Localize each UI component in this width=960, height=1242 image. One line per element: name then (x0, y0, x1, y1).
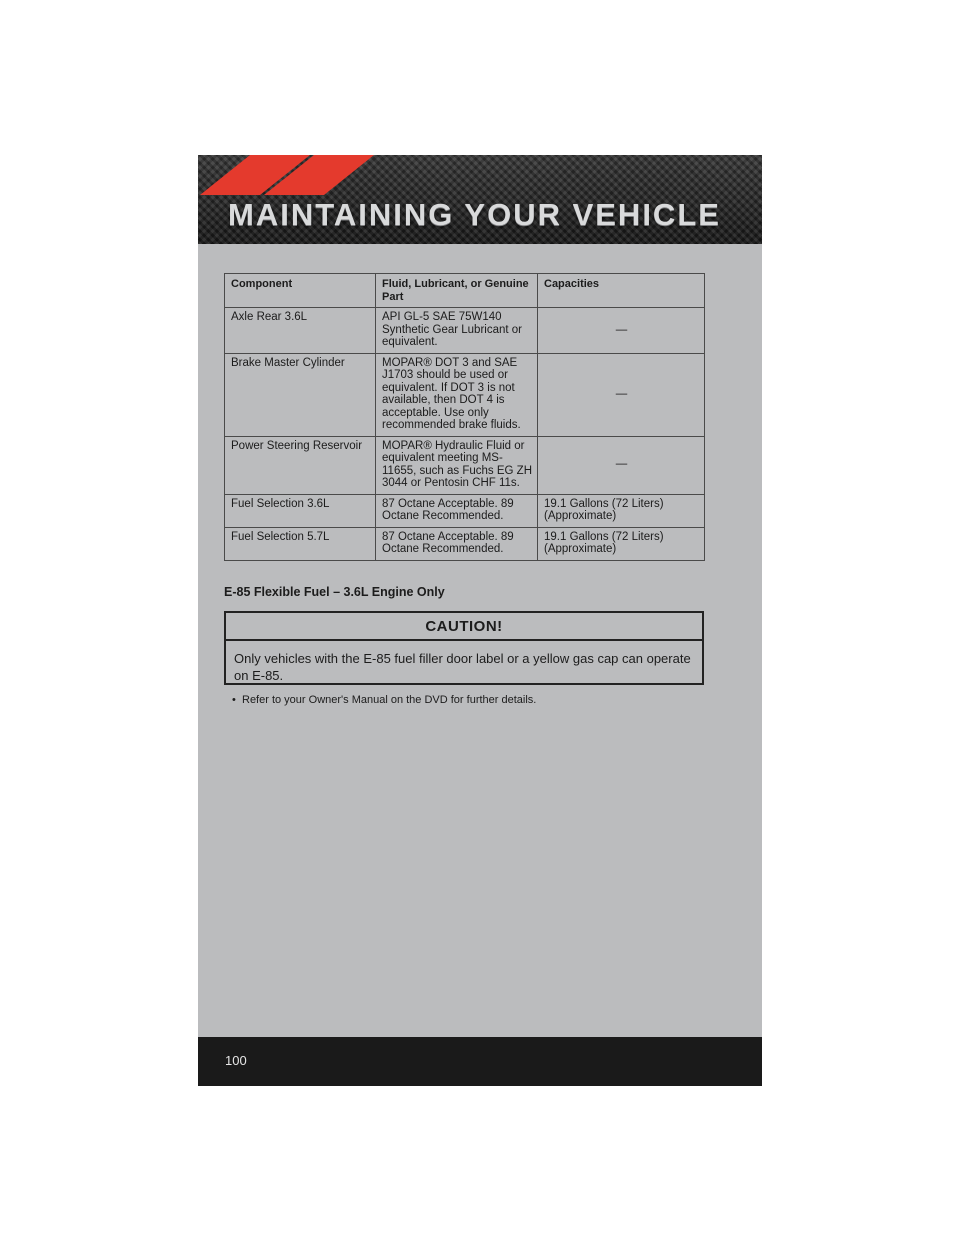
bullet-icon: • (232, 694, 236, 706)
column-header-fluid: Fluid, Lubricant, or Genuine Part (376, 274, 538, 308)
cell-component: Axle Rear 3.6L (225, 308, 376, 354)
caution-box (224, 611, 704, 685)
table-row (225, 494, 705, 527)
bullet-item (232, 693, 692, 707)
cell-component: Brake Master Cylinder (225, 353, 376, 436)
table-row (225, 308, 705, 354)
cell-capacity: — (538, 308, 705, 354)
section-header (198, 155, 762, 244)
cell-fluid: API GL-5 SAE 75W140 Synthetic Gear Lubricant or equivalent. (376, 308, 538, 354)
cell-component: Fuel Selection 5.7L (225, 527, 376, 560)
column-header-capacities: Capacities (538, 274, 705, 308)
column-header-component: Component (225, 274, 376, 308)
cell-component: Fuel Selection 3.6L (225, 494, 376, 527)
cell-fluid: 87 Octane Acceptable. 89 Octane Recommended. (376, 527, 538, 560)
caution-title: CAUTION! (226, 613, 702, 641)
bullet-text: Refer to your Owner's Manual on the DVD for further details. (242, 694, 537, 706)
page-footer (198, 1037, 762, 1086)
table-row (225, 527, 705, 560)
e85-subheading: E-85 Flexible Fuel – 3.6L Engine Only (224, 585, 445, 599)
section-title: MAINTAINING YOUR VEHICLE (228, 197, 721, 232)
table-row (225, 436, 705, 494)
cell-capacity: — (538, 436, 705, 494)
manual-page (198, 155, 762, 1086)
caution-text: Only vehicles with the E-85 fuel filler door label or a yellow gas cap can operate on E-85. (234, 651, 691, 683)
cell-capacity: 19.1 Gallons (72 Liters) (Approximate) (538, 494, 705, 527)
cell-fluid: MOPAR® Hydraulic Fluid or equivalent meeting MS-11655, such as Fuchs EG ZH 3044 or Pentosin CHF 11s. (376, 436, 538, 494)
table-row (225, 353, 705, 436)
fluid-capacities-table (224, 273, 705, 561)
cell-capacity: — (538, 353, 705, 436)
cell-capacity: 19.1 Gallons (72 Liters) (Approximate) (538, 527, 705, 560)
cell-component: Power Steering Reservoir (225, 436, 376, 494)
table-header-row (225, 274, 705, 308)
page-number: 100 (225, 1053, 247, 1068)
cell-fluid: 87 Octane Acceptable. 89 Octane Recommended. (376, 494, 538, 527)
cell-fluid: MOPAR® DOT 3 and SAE J1703 should be used or equivalent. If DOT 3 is not available, then DOT 4 is acceptable. Use only recommended brake fluids. (376, 353, 538, 436)
